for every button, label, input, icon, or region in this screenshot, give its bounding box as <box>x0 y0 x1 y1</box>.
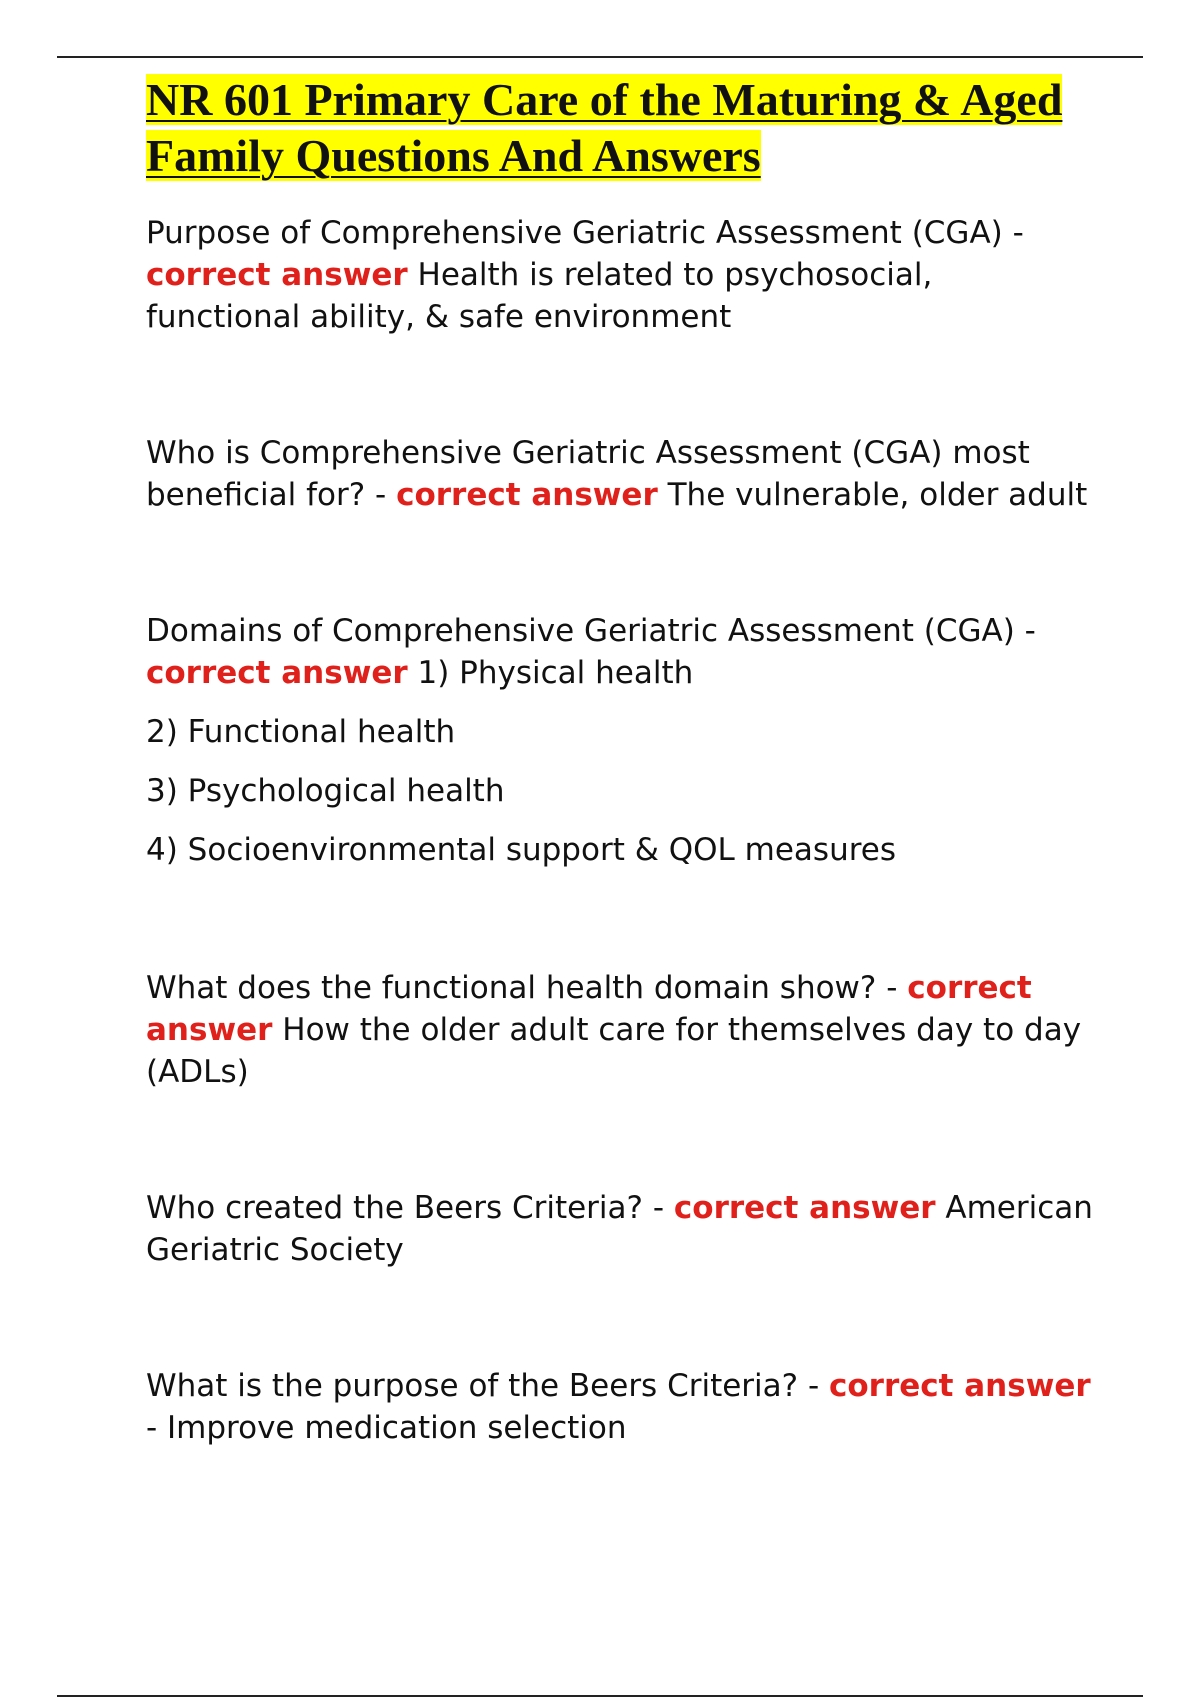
qa-item-3 <box>146 610 1096 694</box>
answer-text: 1) Physical health <box>407 655 694 691</box>
domain-list-item: 2) Functional health <box>146 714 456 750</box>
bottom-rule <box>57 1695 1143 1697</box>
question-text: What does the functional health domain show? - <box>146 970 908 1006</box>
answer-text: American Geriatric Society <box>146 1190 1093 1268</box>
question-text: Who created the Beers Criteria? - <box>146 1190 674 1226</box>
document-body <box>146 72 1096 1449</box>
title-text: NR 601 Primary Care of the Maturing & Aged Family Questions And Answers <box>146 74 1063 181</box>
qa-item-6 <box>146 1365 1096 1449</box>
correct-answer-label: correct answer <box>146 257 408 293</box>
correct-answer-label: correct answer <box>396 477 658 513</box>
domain-list-item: 4) Socioenvironmental support & QOL measures <box>146 832 897 868</box>
correct-answer-label: correct answer <box>673 1190 936 1226</box>
answer-text: - Improve medication selection <box>146 1410 627 1446</box>
top-rule <box>57 56 1143 58</box>
qa-item-4 <box>146 967 1096 1093</box>
answer-text: How the older adult care for themselves day to day (ADLs) <box>146 1012 1082 1090</box>
question-text: Domains of Comprehensive Geriatric Assessment (CGA) - <box>146 613 1036 649</box>
domain-list-item: 3) Psychological health <box>146 773 505 809</box>
question-text: What is the purpose of the Beers Criteria? - <box>146 1368 829 1404</box>
document-title <box>146 72 1096 184</box>
question-text: Who is Comprehensive Geriatric Assessment (CGA) most beneficial for? - <box>146 435 1030 513</box>
correct-answer-label: correct answer <box>829 1368 1091 1404</box>
qa-item-5 <box>146 1187 1096 1271</box>
correct-answer-label: correct answer <box>146 655 408 691</box>
qa-item-2 <box>146 432 1096 516</box>
answer-text: Health is related to psychosocial, functional ability, & safe environment <box>146 257 933 335</box>
correct-answer-label: correct answer <box>146 970 1032 1048</box>
answer-text: The vulnerable, older adult <box>657 477 1088 513</box>
qa-item-1 <box>146 212 1096 338</box>
question-text: Purpose of Comprehensive Geriatric Assessment (CGA) - <box>146 215 1024 251</box>
